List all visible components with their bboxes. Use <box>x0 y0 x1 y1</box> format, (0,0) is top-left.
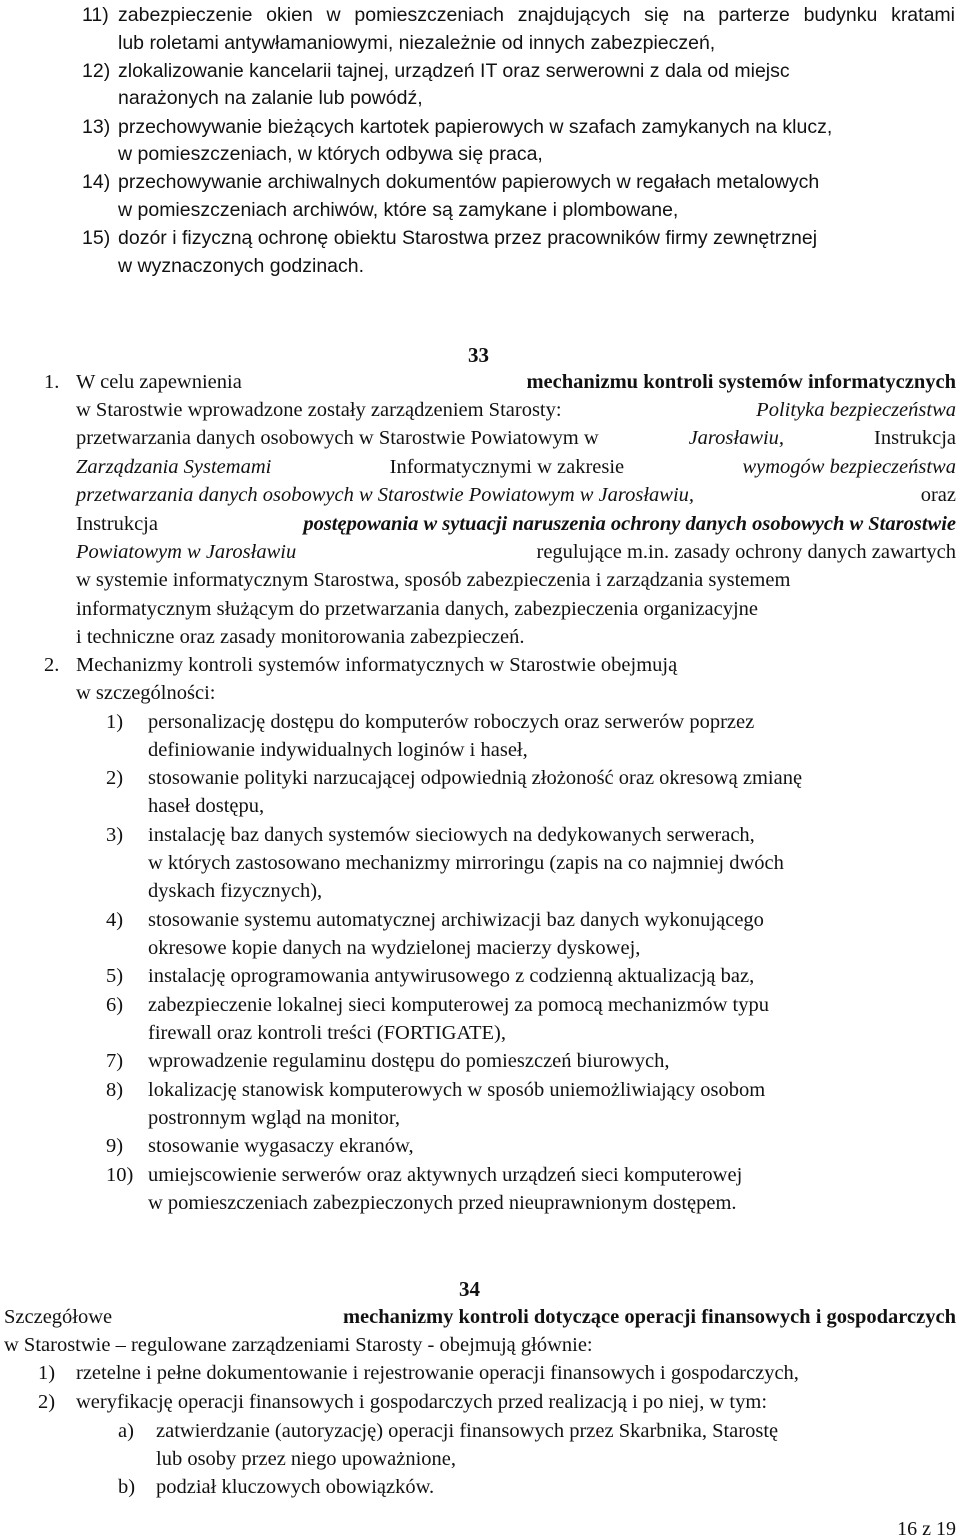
text-fragment: oraz <box>920 484 956 506</box>
list-number: 4) <box>106 909 124 931</box>
list-item-text: w wyznaczonych godzinach. <box>118 255 365 277</box>
list-item-text: personalizację dostępu do komputerów roboczych oraz serwerów poprzez <box>148 711 755 733</box>
text-fragment: w Starostwie wprowadzone zostały zarządzeniem Starosty: <box>76 399 562 421</box>
list-item-text: dyskach fizycznych), <box>148 880 323 902</box>
list-number: 7) <box>106 1050 124 1072</box>
paragraph-line: Mechanizmy kontroli systemów informatycznych w Starostwie obejmują <box>76 654 678 676</box>
section-title: 33 <box>468 343 489 367</box>
list-number: 3) <box>106 824 124 846</box>
sublist-item-text: lub osoby przez niego upoważnione, <box>156 1448 457 1470</box>
paragraph-line: w systemie informatycznym Starostwa, sposób zabezpieczenia i zarządzania systemem <box>76 569 791 591</box>
list-number: 9) <box>106 1135 124 1157</box>
paragraph-line: informatycznym służącym do przetwarzania danych, zabezpieczenia organizacyjne <box>76 598 759 620</box>
text-italic: Jarosławiu, <box>688 427 785 449</box>
paragraph-line <box>76 428 956 449</box>
list-item-text: przechowywanie archiwalnych dokumentów papierowych w regałach metalowych <box>118 171 820 193</box>
text-italic: przetwarzania danych osobowych w Starostwie Powiatowym w Jarosławiu, <box>76 484 695 506</box>
text-fragment: Szczegółowe <box>4 1306 113 1328</box>
paragraph-line: w szczególności: <box>76 682 216 704</box>
list-number: 2) <box>38 1391 56 1413</box>
sublist-item-text: zatwierdzanie (autoryzację) operacji finansowych przez Skarbnika, Starostę <box>156 1420 779 1442</box>
list-item-text: wprowadzenie regulaminu dostępu do pomieszczeń biurowych, <box>148 1050 670 1072</box>
list-item-text: instalację baz danych systemów sieciowych na dedykowanych serwerach, <box>148 824 755 846</box>
list-item-text: w pomieszczeniach archiwów, które są zamykane i plombowane, <box>118 199 679 221</box>
text-italic: Polityka bezpieczeństwa <box>756 399 956 421</box>
list-number: 14) <box>82 171 111 193</box>
sublist-letter: a) <box>118 1420 134 1442</box>
paragraph-line: w Starostwie – regulowane zarządzeniami Starosty - obejmują głównie: <box>4 1334 593 1356</box>
text-italic: Powiatowym w Jarosławiu <box>76 541 297 563</box>
list-number: 11) <box>82 4 109 26</box>
list-item-text: stosowanie systemu automatycznej archiwizacji baz danych wykonującego <box>148 909 764 931</box>
list-number: 8) <box>106 1079 124 1101</box>
list-item-text: stosowanie polityki narzucającej odpowiednią złożoność oraz okresową zmianę <box>148 767 803 789</box>
list-item-text: weryfikację operacji finansowych i gospodarczych przed realizacją i po niej, w tym: <box>76 1391 768 1413</box>
list-item-text: stosowanie wygasaczy ekranów, <box>148 1135 414 1157</box>
sublist-item-text: podział kluczowych obowiązków. <box>156 1476 435 1498</box>
text-italic: wymogów bezpieczeństwa <box>742 456 956 478</box>
list-number: 2) <box>106 767 124 789</box>
list-item-text: narażonych na zalanie lub powódź, <box>118 87 423 109</box>
list-item-text: zlokalizowanie kancelarii tajnej, urządzeń IT oraz serwerowni z dala od miejsc <box>118 60 790 82</box>
paragraph-line <box>4 1307 956 1328</box>
paragraph-line <box>76 542 956 563</box>
page-number: 16 z 19 <box>897 1518 956 1540</box>
list-item-text: rzetelne i pełne dokumentowanie i rejestrowanie operacji finansowych i gospodarczych, <box>76 1362 799 1384</box>
paragraph-line: i techniczne oraz zasady monitorowania zabezpieczeń. <box>76 626 525 648</box>
list-item-text: haseł dostępu, <box>148 795 265 817</box>
text-fragment: Informatycznymi w zakresie <box>389 456 625 478</box>
sublist-letter: b) <box>118 1476 136 1498</box>
list-item-text: w których zastosowano mechanizmy mirroringu (zapis na co najmniej dwóch <box>148 852 784 874</box>
text-fragment: Instrukcja <box>76 513 158 535</box>
text-line: zabezpieczenie okien w pomieszczeniach znajdujących się na parterze budynku kratami <box>118 4 955 26</box>
list-item-text: lokalizację stanowisk komputerowych w sposób uniemożliwiający osobom <box>148 1079 766 1101</box>
paragraph-number: 2. <box>44 654 60 676</box>
text-bold: mechanizmu kontroli systemów informatycznych <box>526 371 956 393</box>
text-fragment: regulujące m.in. zasady ochrony danych zawartych <box>536 541 956 563</box>
list-item-text: okresowe kopie danych na wydzielonej macierzy dyskowej, <box>148 937 641 959</box>
paragraph-line <box>76 372 956 393</box>
text-bold: mechanizmy kontroli dotyczące operacji finansowych i gospodarczych <box>342 1306 956 1328</box>
list-number: 15) <box>82 227 111 249</box>
list-number: 10) <box>106 1164 134 1186</box>
list-item-text: postronnym wgląd na monitor, <box>148 1107 400 1129</box>
list-number: 1) <box>38 1362 56 1384</box>
text-italic: Zarządzania Systemami <box>76 456 272 478</box>
list-item-text: lub roletami antywłamaniowymi, niezależnie od innych zabezpieczeń, <box>118 32 716 54</box>
list-item-text: firewall oraz kontroli treści (FORTIGATE), <box>148 1022 506 1044</box>
paragraph-line <box>76 457 956 478</box>
text-fragment: Instrukcja <box>874 427 956 449</box>
list-number: 1) <box>106 711 124 733</box>
list-item-text: zabezpieczenie lokalnej sieci komputerowej za pomocą mechanizmów typu <box>148 994 769 1016</box>
list-number: 13) <box>82 116 111 138</box>
text-fragment: przetwarzania danych osobowych w Starostwie Powiatowym w <box>76 427 599 449</box>
list-item-text: w pomieszczeniach zabezpieczonych przed nieuprawnionym dostępem. <box>148 1192 737 1214</box>
paragraph-line <box>76 485 956 506</box>
list-item-text <box>118 6 955 26</box>
list-number: 12) <box>82 60 111 82</box>
paragraph-line <box>76 400 956 421</box>
paragraph-line <box>76 514 956 535</box>
text-bold-italic: postępowania w sytuacji naruszenia ochrony danych osobowych w Starostwie <box>303 513 956 535</box>
list-item-text: przechowywanie bieżących kartotek papierowych w szafach zamykanych na klucz, <box>118 116 833 138</box>
list-item-text: w pomieszczeniach, w których odbywa się praca, <box>118 143 543 165</box>
section-title: 34 <box>459 1277 480 1301</box>
list-number: 5) <box>106 965 124 987</box>
list-number: 6) <box>106 994 124 1016</box>
list-item-text: definiowanie indywidualnych loginów i haseł, <box>148 739 528 761</box>
list-item-text: instalację oprogramowania antywirusowego z codzienną aktualizacją baz, <box>148 965 755 987</box>
paragraph-number: 1. <box>44 371 60 393</box>
list-item-text: umiejscowienie serwerów oraz aktywnych urządzeń sieci komputerowej <box>148 1164 743 1186</box>
list-item-text: dozór i fizyczną ochronę obiektu Starostwa przez pracowników firmy zewnętrznej <box>118 227 818 249</box>
text-fragment: W celu zapewnienia <box>76 371 242 393</box>
